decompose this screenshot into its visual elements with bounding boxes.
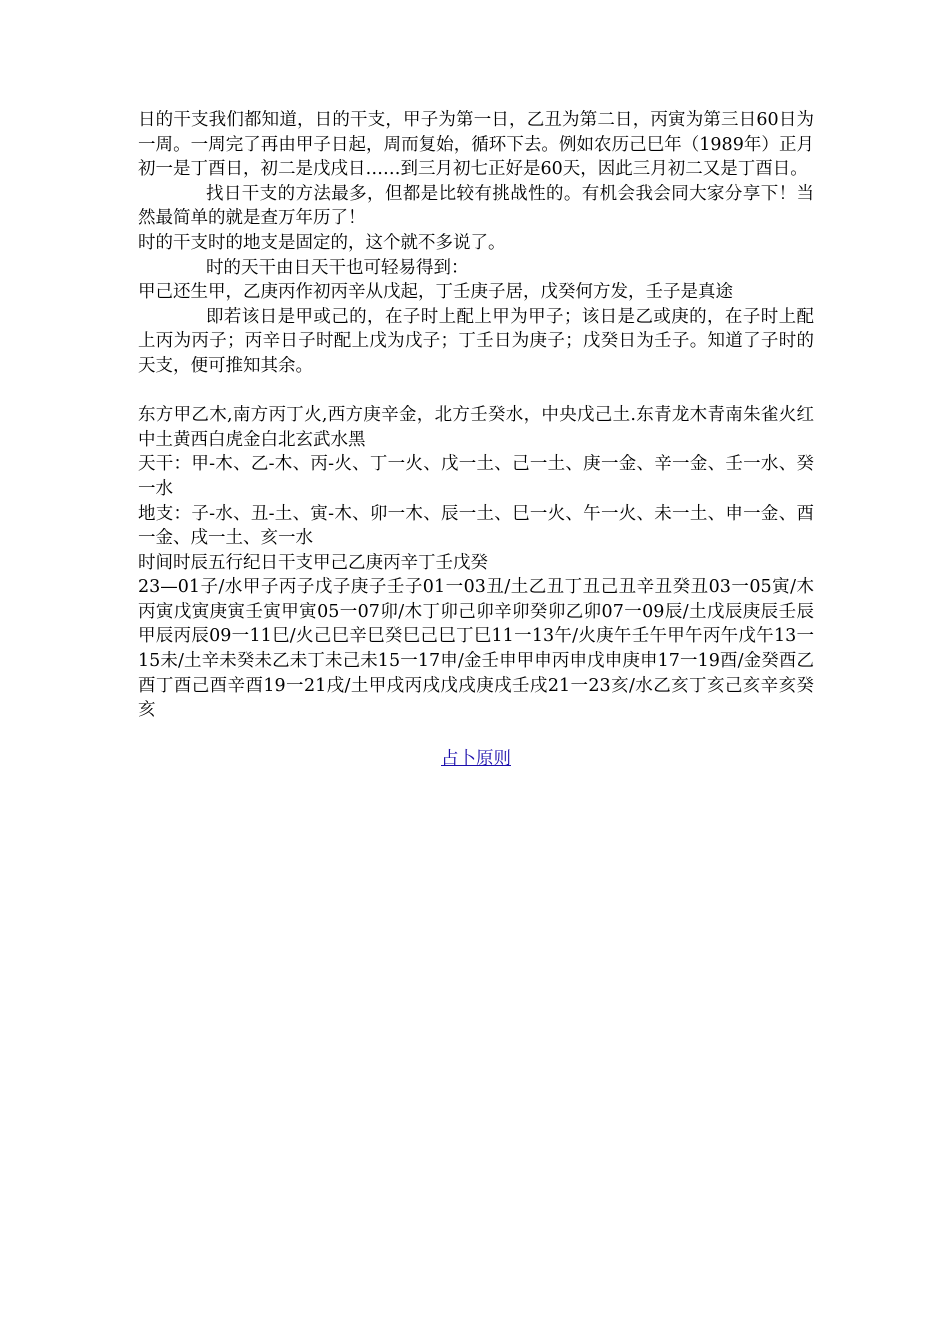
document-body bbox=[138, 108, 814, 771]
paragraph-verse-explanation: 即若该日是甲或己的，在子时上配上甲为甲子；该日是乙或庚的，在子时上配上丙为丙子；丙辛日子时配上戊为戊子；丁壬日为庚子；戊癸日为壬子。知道了子时的天支，便可推知其余。 bbox=[138, 306, 814, 376]
blank-line bbox=[138, 379, 814, 404]
paragraph-day-stems-branches: 日的干支我们都知道，日的干支，甲子为第一日，乙丑为第二日，丙寅为第三日60日为一周。一周完了再由甲子日起，周而复始，循环下去。例如农历己巳年（1989年）正月初一是丁酉日，初二是戊戌日……到三月初七正好是60天，因此三月初二又是丁酉日。 bbox=[138, 110, 814, 180]
divination-principles-link[interactable]: 占卜原则 bbox=[441, 748, 511, 769]
paragraph-hour-branches: 时的干支时的地支是固定的，这个就不多说了。 bbox=[138, 232, 506, 253]
paragraph-hour-stems-intro: 时的天干由日天干也可轻易得到： bbox=[206, 257, 469, 278]
paragraph-heavenly-stems: 天干：甲-木、乙-木、丙-火、丁一火、戊一土、己一土、庚一金、辛一金、壬一水、癸一水 bbox=[138, 454, 814, 499]
paragraph-directions-elements: 东方甲乙木,南方丙丁火,西方庚辛金，北方壬癸水，中央戊己土.东青龙木青南朱雀火红中土黄西白虎金白北玄武水黑 bbox=[138, 405, 814, 450]
paragraph-table-header: 时间时辰五行纪日干支甲己乙庚丙辛丁壬戊癸 bbox=[138, 552, 488, 573]
paragraph-mnemonic-verse: 甲己还生甲，乙庚丙作初丙辛从戊起，丁壬庚子居，戊癸何方发，壬子是真途 bbox=[138, 282, 733, 303]
paragraph-hour-table: 23—01子/水甲子丙子戊子庚子壬子01一03丑/土乙丑丁丑己丑辛丑癸丑03一05寅/木丙寅戊寅庚寅壬寅甲寅05一07卯/木丁卯己卯辛卯癸卯乙卯07一09辰/土戊辰庚辰壬辰甲辰丙辰09一11巳/火己巳辛巳癸巳己巳丁巳11一13午/火庚午壬午甲午丙午戊午13一15未/土辛未癸未乙未丁未己未15一17申/金壬申甲申丙申戊申庚申17一19酉/金癸酉乙酉丁酉己酉辛酉19一21戌/土甲戌丙戌戊戌庚戌壬戌21一23亥/水乙亥丁亥己亥辛亥癸亥 bbox=[138, 577, 814, 721]
paragraph-earthly-branches: 地支：子-水、丑-土、寅-木、卯一木、辰一土、巳一火、午一火、未一土、申一金、酉一金、戌一土、亥一水 bbox=[138, 503, 814, 549]
paragraph-finding-day-stems: 找日干支的方法最多，但都是比较有挑战性的。有机会我会同大家分享下！当然最简单的就是查万年历了！ bbox=[138, 183, 814, 229]
link-row bbox=[138, 747, 814, 772]
